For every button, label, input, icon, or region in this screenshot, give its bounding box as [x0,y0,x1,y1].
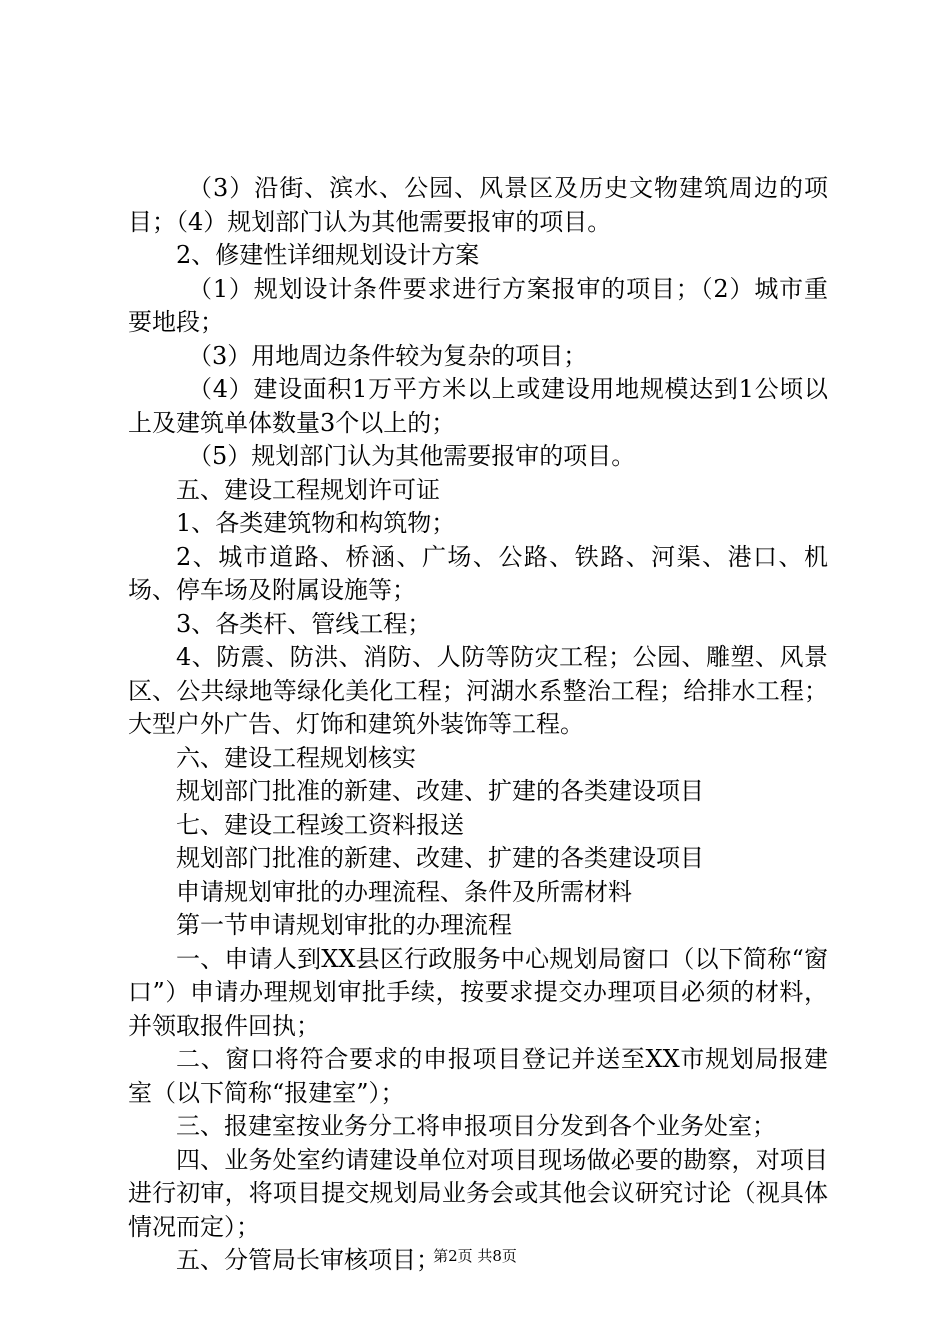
paragraph: （5）规划部门认为其他需要报审的项目。 [188,442,636,470]
document-body [128,172,828,1278]
paragraph: 二、窗口将符合要求的申报项目登记并送至XX市规划局报建室（以下简称“报建室”）； [128,1045,828,1107]
paragraph: 规划部门批准的新建、改建、扩建的各类建设项目 [176,844,704,872]
paragraph: 五、建设工程规划许可证 [176,475,440,504]
paragraph: 五、分管局长审核项目； [176,1246,440,1274]
paragraph: 一、申请人到XX县区行政服务中心规划局窗口（以下简称“窗口”）申请办理规划审批手续，按要求提交办理项目必须的材料，并领取报件回执； [128,944,828,1040]
paragraph: 三、报建室按业务分工将申报项目分发到各个业务处室； [176,1112,776,1140]
paragraph: 3、各类杆、管线工程； [176,609,432,638]
page-footer: 第2页 共8页 [433,1247,517,1265]
paragraph: （4）建设面积1万平方米以上或建设用地规模达到1公顷以上及建筑单体数量3个以上的； [128,375,828,437]
paragraph: （3）沿街、滨水、公园、风景区及历史文物建筑周边的项目；（4）规划部门认为其他需要报审的项目。 [128,174,828,236]
paragraph: （1）规划设计条件要求进行方案报审的项目；（2）城市重要地段； [128,274,828,336]
paragraph: 1、各类建筑物和构筑物； [176,509,456,537]
paragraph: 2、修建性详细规划设计方案 [176,241,480,269]
paragraph: 七、建设工程竣工资料报送 [176,810,464,839]
paragraph: 第一节申请规划审批的办理流程 [176,911,512,939]
paragraph: 4、防震、防洪、消防、人防等防灾工程；公园、雕塑、风景区、公共绿地等绿化美化工程；河湖水系整治工程；给排水工程；大型户外广告、灯饰和建筑外装饰等工程。 [128,643,828,738]
paragraph: 规划部门批准的新建、改建、扩建的各类建设项目 [176,777,704,805]
paragraph: （3）用地周边条件较为复杂的项目； [188,341,588,370]
paragraph: 申请规划审批的办理流程、条件及所需材料 [176,877,632,906]
paragraph: 2、城市道路、桥涵、广场、公路、铁路、河渠、港口、机场、停车场及附属设施等； [128,542,828,604]
paragraph: 四、业务处室约请建设单位对项目现场做必要的勘察，对项目进行初审，将项目提交规划局业务会或其他会议研究讨论（视具体情况而定）； [128,1145,828,1241]
paragraph: 六、建设工程规划核实 [176,743,416,772]
